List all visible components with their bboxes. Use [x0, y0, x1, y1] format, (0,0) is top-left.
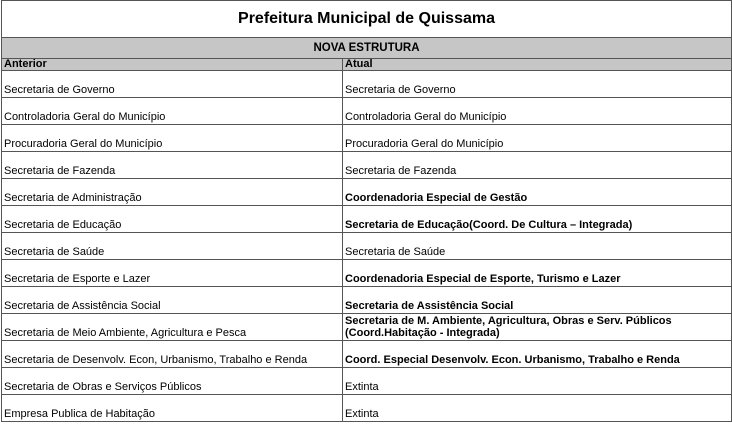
cell-atual: Controladoria Geral do Município — [343, 98, 732, 125]
cell-atual — [343, 314, 732, 341]
cell-atual: Secretaria de Saúde — [343, 233, 732, 260]
cell-anterior: Secretaria de Esporte e Lazer — [2, 260, 343, 287]
cell-atual-line2: (Coord.Habitação - Integrada) — [345, 327, 500, 339]
column-header-anterior: Anterior — [2, 59, 343, 71]
title-row — [2, 1, 732, 38]
cell-atual: Secretaria de Governo — [343, 71, 732, 98]
cell-atual: Extinta — [343, 368, 732, 395]
table-row — [2, 98, 732, 125]
cell-anterior: Secretaria de Saúde — [2, 233, 343, 260]
cell-anterior: Secretaria de Desenvolv. Econ, Urbanismo, Trabalho e Renda — [2, 341, 343, 368]
table-row — [2, 206, 732, 233]
column-header-atual: Atual — [343, 59, 732, 71]
table-row — [2, 395, 732, 422]
structure-table — [1, 0, 732, 422]
table-row — [2, 287, 732, 314]
table-row — [2, 125, 732, 152]
cell-anterior: Secretaria de Assistência Social — [2, 287, 343, 314]
cell-anterior: Secretaria de Governo — [2, 71, 343, 98]
cell-atual: Coord. Especial Desenvolv. Econ. Urbanismo, Trabalho e Renda — [343, 341, 732, 368]
cell-anterior: Secretaria de Educação — [2, 206, 343, 233]
cell-anterior: Controladoria Geral do Município — [2, 98, 343, 125]
cell-atual-line1: Secretaria de M. Ambiente, Agricultura, Obras e Serv. Públicos — [345, 315, 672, 327]
section-row — [2, 38, 732, 59]
cell-atual: Secretaria de Educação(Coord. De Cultura – Integrada) — [343, 206, 732, 233]
page-title: Prefeitura Municipal de Quissama — [2, 1, 732, 38]
cell-anterior: Secretaria de Administração — [2, 179, 343, 206]
table-row — [2, 179, 732, 206]
cell-anterior: Secretaria de Meio Ambiente, Agricultura e Pesca — [2, 314, 343, 341]
cell-atual: Coordenadoria Especial de Esporte, Turismo e Lazer — [343, 260, 732, 287]
cell-anterior: Secretaria de Obras e Serviços Públicos — [2, 368, 343, 395]
cell-atual: Coordenadoria Especial de Gestão — [343, 179, 732, 206]
cell-anterior: Procuradoria Geral do Município — [2, 125, 343, 152]
section-heading: NOVA ESTRUTURA — [2, 38, 732, 59]
table-row — [2, 152, 732, 179]
table-row — [2, 368, 732, 395]
cell-atual: Extinta — [343, 395, 732, 422]
cell-atual: Procuradoria Geral do Município — [343, 125, 732, 152]
header-row — [2, 59, 732, 71]
cell-atual: Secretaria de Fazenda — [343, 152, 732, 179]
table-row — [2, 260, 732, 287]
table-row — [2, 71, 732, 98]
cell-atual: Secretaria de Assistência Social — [343, 287, 732, 314]
cell-anterior: Secretaria de Fazenda — [2, 152, 343, 179]
table-row — [2, 314, 732, 341]
cell-anterior: Empresa Publica de Habitação — [2, 395, 343, 422]
table-row — [2, 233, 732, 260]
spreadsheet — [1, 0, 731, 422]
table-row — [2, 341, 732, 368]
